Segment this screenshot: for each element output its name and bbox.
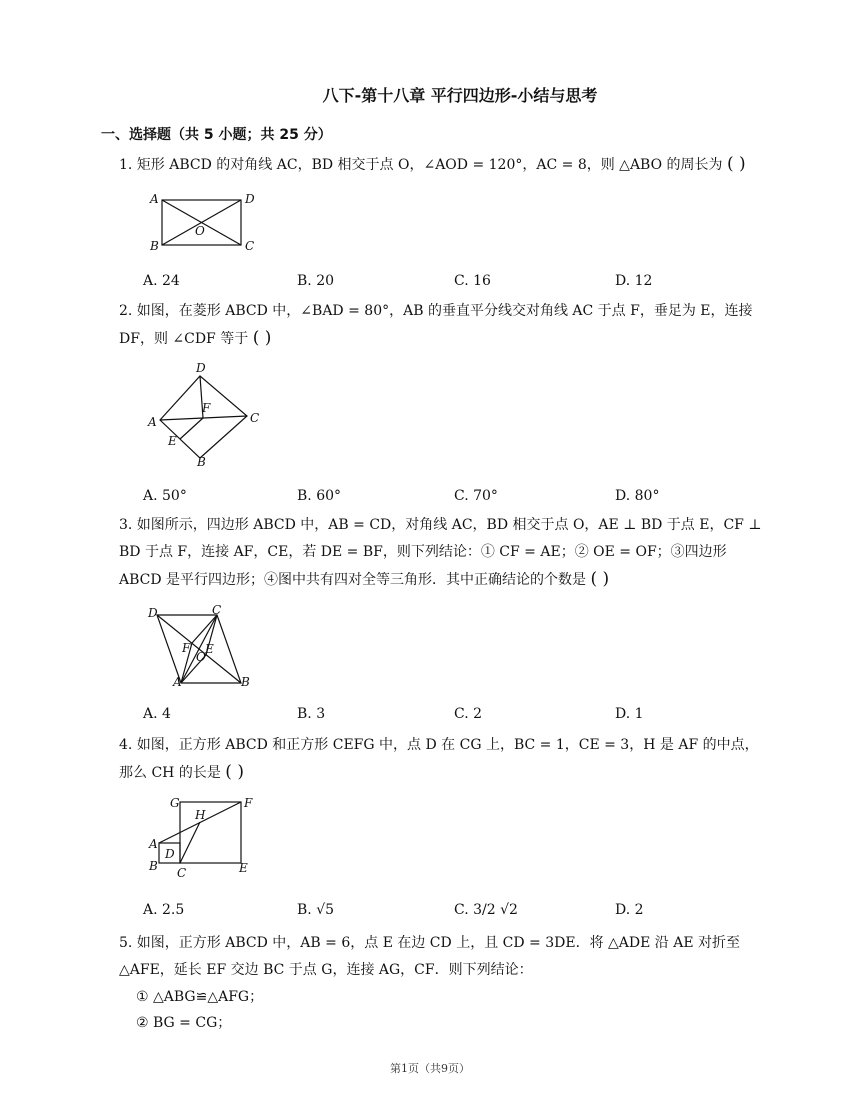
- question-1-text: 1. 矩形 ABCD 的对角线 AC，BD 相交于点 O，∠AOD = 120°，AC = 8，则 △ABO 的周长为: [119, 157, 723, 173]
- figure-label: D: [148, 606, 158, 620]
- answer-paren: ( ): [252, 328, 272, 348]
- option-c[interactable]: C. 16: [454, 273, 491, 289]
- option-a[interactable]: A. 2.5: [143, 902, 185, 918]
- figure-rectangle: [145, 188, 265, 258]
- figure-label: A: [173, 675, 182, 689]
- figure-label: D: [165, 847, 175, 861]
- figure-label: A: [150, 192, 159, 206]
- question-5-text: 5. 如图，正方形 ABCD 中，AB = 6，点 E 在边 CD 上，且 CD = 3DE．将 △ADE 沿 AE 对折至 △AFE，延长 EF 交边 BC 于点 G，连接 AG，CF．则下列结论：: [119, 935, 741, 978]
- question-4-text: 4. 如图，正方形 ABCD 和正方形 CEFG 中，点 D 在 CG 上，BC = 1，CE = 3，H 是 AF 的中点，那么 CH 的长是: [119, 737, 759, 781]
- figure-label: C: [177, 866, 187, 880]
- option-b[interactable]: B. √5: [297, 902, 335, 918]
- figure-label: D: [196, 361, 206, 375]
- question-5: [119, 930, 764, 984]
- page-title: 八下-第十八章 平行四边形-小结与思考: [322, 86, 598, 105]
- figure-label: B: [241, 675, 250, 689]
- option-d[interactable]: D. 80°: [615, 488, 660, 504]
- option-b[interactable]: B. 20: [297, 273, 335, 289]
- statement-1: ① △ABG≌△AFG；: [136, 989, 264, 1005]
- figure-label: B: [197, 455, 206, 469]
- figure-label: G: [170, 796, 180, 810]
- figure-label: F: [202, 401, 211, 415]
- question-3-options: [143, 706, 763, 726]
- answer-paren: ( ): [590, 569, 610, 589]
- option-a[interactable]: A. 24: [143, 273, 180, 289]
- option-c[interactable]: C. 70°: [454, 488, 498, 504]
- question-3-text: 3. 如图所示，四边形 ABCD 中，AB = CD，对角线 AC，BD 相交于点 O，AE ⊥ BD 于点 E，CF ⊥ BD 于点 F，连接 AF，CE，若 DE = BF，则下列结论：① CF = AE；② OE = OF；③四边形 ABCD 是平行四边形；④图中共有四对全等三角形．其中正确结论的个数是: [119, 517, 762, 588]
- option-a[interactable]: A. 4: [143, 706, 171, 722]
- figure-rhombus: [145, 360, 270, 470]
- figure-label: B: [150, 239, 159, 253]
- option-d[interactable]: D. 1: [615, 706, 644, 722]
- question-2-options: [143, 488, 763, 508]
- question-1: [119, 151, 764, 179]
- figure-label: C: [212, 603, 222, 617]
- option-b[interactable]: B. 60°: [297, 488, 342, 504]
- figure-two-squares: [145, 795, 270, 885]
- section-heading: 一、选择题（共 5 小题；共 25 分）: [101, 127, 332, 143]
- figure-label: E: [168, 434, 177, 448]
- figure-label: A: [148, 415, 157, 429]
- question-3: [119, 512, 764, 594]
- question-1-options: [143, 273, 763, 293]
- figure-quadrilateral: [145, 603, 265, 693]
- option-a[interactable]: A. 50°: [143, 488, 187, 504]
- figure-label: C: [245, 239, 255, 253]
- figure-label: H: [195, 808, 206, 822]
- option-c[interactable]: C. 2: [454, 706, 483, 722]
- option-d[interactable]: D. 2: [615, 902, 644, 918]
- figure-label: B: [149, 859, 158, 873]
- figure-label: F: [182, 641, 191, 655]
- figure-label: F: [244, 796, 253, 810]
- figure-label: D: [245, 192, 255, 206]
- answer-paren: ( ): [225, 762, 244, 782]
- question-2: [119, 298, 764, 353]
- option-d[interactable]: D. 12: [615, 273, 653, 289]
- figure-label: E: [205, 642, 214, 656]
- option-c[interactable]: C. 3/2 √2: [454, 902, 518, 918]
- figure-label: E: [239, 861, 248, 875]
- figure-label: A: [149, 837, 158, 851]
- figure-label: O: [196, 650, 206, 664]
- option-b[interactable]: B. 3: [297, 706, 326, 722]
- question-4: [119, 732, 764, 787]
- figure-label: C: [250, 411, 260, 425]
- figure-label: O: [195, 224, 205, 238]
- question-2-text: 2. 如图，在菱形 ABCD 中，∠BAD = 80°，AB 的垂直平分线交对角线 AC 于点 F，垂足为 E，连接 DF，则 ∠CDF 等于: [119, 303, 753, 347]
- statement-2: ② BG = CG；: [136, 1015, 232, 1031]
- answer-paren: ( ): [726, 154, 746, 174]
- question-4-options: [143, 902, 763, 922]
- page-footer: 第1页（共9页）: [390, 1062, 470, 1075]
